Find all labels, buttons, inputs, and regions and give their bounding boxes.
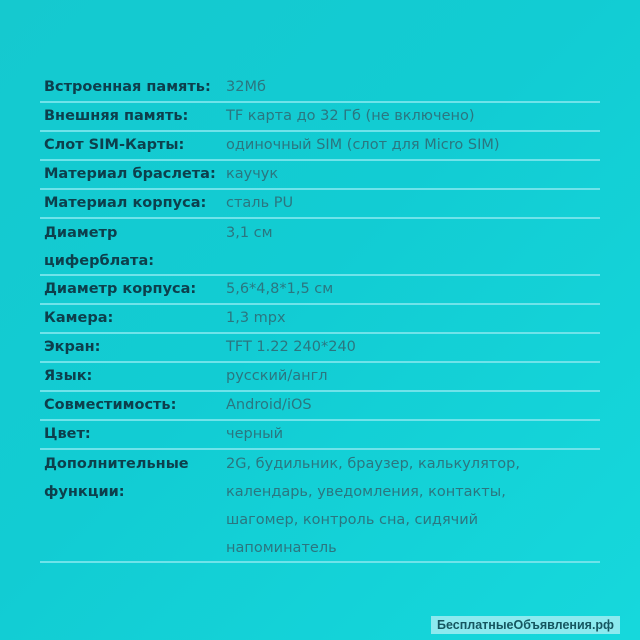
spec-value: черный <box>226 426 284 442</box>
spec-value: 3,1 см <box>226 225 273 241</box>
spec-value: сталь PU <box>226 195 294 211</box>
spec-label: Диаметр циферблата: <box>44 225 155 269</box>
spec-label: Язык: <box>44 368 93 384</box>
spec-value: каучук <box>226 166 279 182</box>
spec-row-screen <box>40 334 600 363</box>
spec-row-dial-diameter <box>40 219 600 276</box>
spec-row-case-diameter <box>40 276 600 305</box>
spec-value: русский/англ <box>226 368 328 384</box>
spec-row-strap-material <box>40 161 600 190</box>
spec-label: Внешняя память: <box>44 108 189 124</box>
spec-row-external-memory <box>40 103 600 132</box>
spec-label: Диаметр корпуса: <box>44 281 197 297</box>
spec-label: Дополнительные функции: <box>44 456 189 500</box>
spec-label: Цвет: <box>44 426 91 442</box>
spec-table <box>40 74 600 563</box>
spec-row-color <box>40 421 600 450</box>
spec-label: Экран: <box>44 339 101 355</box>
spec-row-camera <box>40 305 600 334</box>
spec-label: Слот SIM-Карты: <box>44 137 185 153</box>
spec-label: Материал корпуса: <box>44 195 207 211</box>
spec-row-compatibility <box>40 392 600 421</box>
spec-row-sim-slot <box>40 132 600 161</box>
spec-label: Встроенная память: <box>44 79 211 95</box>
spec-row-internal-memory <box>40 74 600 103</box>
spec-value: 1,3 mpx <box>226 310 286 326</box>
spec-label: Совместимость: <box>44 397 177 413</box>
spec-value: 2G, будильник, браузер, калькулятор, календарь, уведомления, контакты, шагомер, контроль сна, сидячий напоминатель <box>226 456 520 556</box>
spec-value: 5,6*4,8*1,5 см <box>226 281 334 297</box>
spec-value: TFT 1.22 240*240 <box>226 339 356 355</box>
watermark: БесплатныеОбъявления.рф <box>431 616 620 634</box>
spec-value: одиночный SIM (слот для Micro SIM) <box>226 137 500 153</box>
spec-label: Материал браслета: <box>44 166 216 182</box>
spec-value: TF карта до 32 Гб (не включено) <box>226 108 475 124</box>
spec-row-extra-functions <box>40 450 600 563</box>
spec-label: Камера: <box>44 310 114 326</box>
spec-value: Android/iOS <box>226 397 312 413</box>
spec-value: 32Мб <box>226 79 266 95</box>
spec-row-language <box>40 363 600 392</box>
spec-row-case-material <box>40 190 600 219</box>
